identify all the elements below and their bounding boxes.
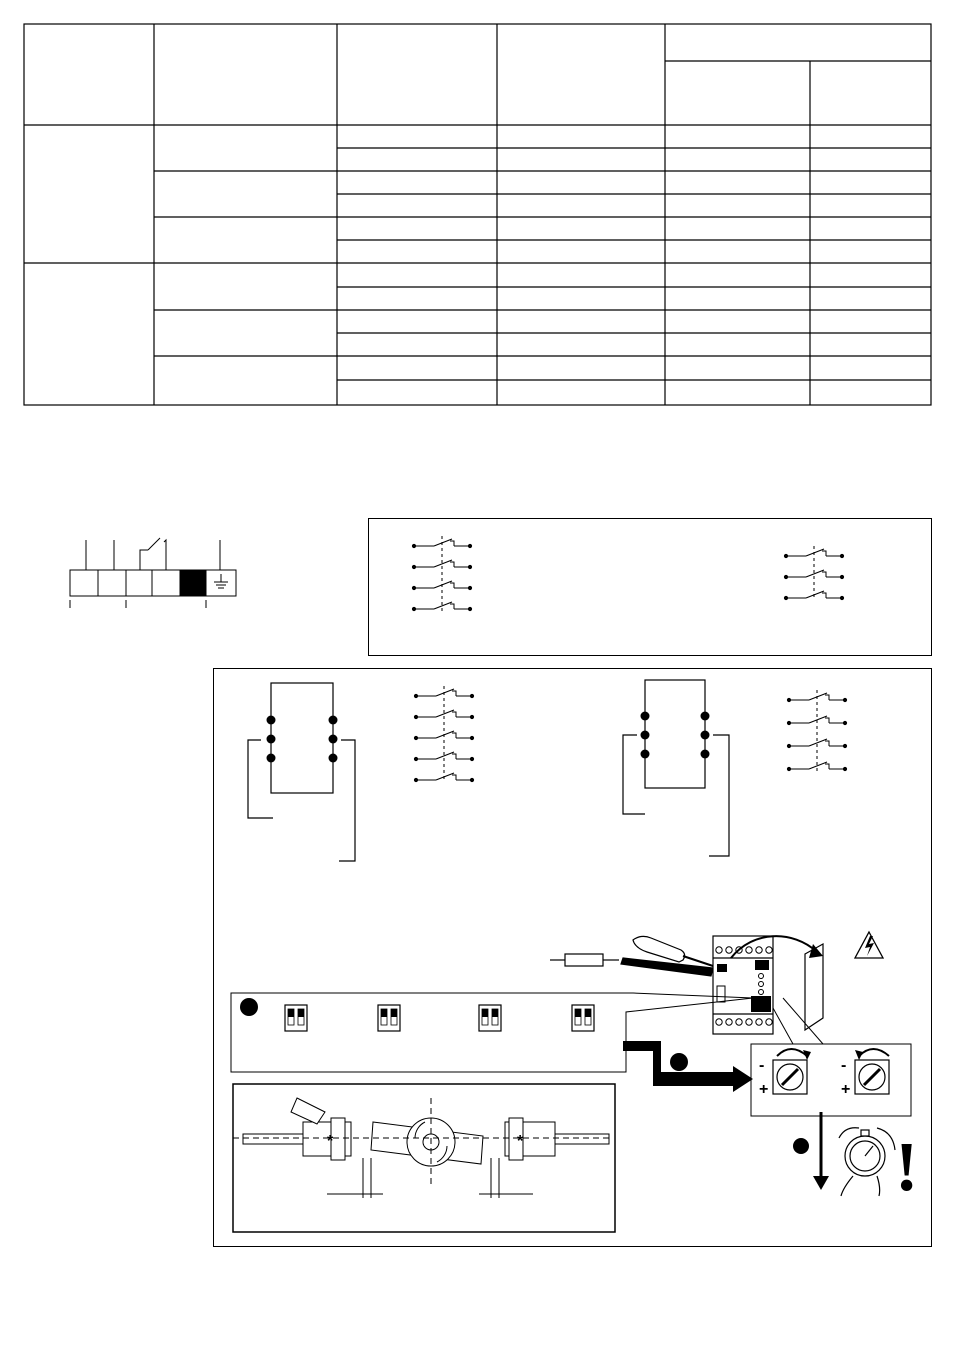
module-block-b: [755, 960, 769, 970]
module-block-a: [717, 964, 727, 972]
shaft-marker-left: *: [327, 1133, 334, 1150]
relay-body-right: [623, 680, 729, 856]
stopwatch-icon: [839, 1128, 895, 1196]
screwdriver-icon: [621, 936, 713, 976]
screw-terminal: [766, 1019, 772, 1025]
legend-contacts-left: [412, 536, 471, 611]
wiring-panel: [213, 668, 933, 1248]
resistor-icon: [550, 954, 619, 966]
dip-switch: [285, 1005, 307, 1031]
filled-terminal: [180, 570, 206, 596]
relay-body-left: [248, 683, 355, 861]
relay-terminals-left: [267, 716, 338, 763]
screw-terminal: [766, 947, 772, 953]
step-3-marker: [793, 1138, 809, 1154]
screw-terminal: [756, 1019, 762, 1025]
dip-switches: [285, 1005, 594, 1031]
terminal-block: [60, 530, 260, 620]
flow-arrow: [623, 1041, 753, 1092]
screw-terminal: [756, 947, 762, 953]
step-1-marker: [240, 998, 258, 1016]
earth-ground-icon: [214, 574, 228, 588]
pot-minus-label: -: [841, 1057, 847, 1074]
screw-terminal: [746, 947, 752, 953]
dip-switch: [479, 1005, 501, 1031]
panel-contacts-left: [414, 686, 473, 782]
pot-plus-label: +: [841, 1081, 851, 1098]
potentiometer-box: [751, 998, 911, 1116]
pot-plus-label: +: [759, 1081, 769, 1098]
screw-terminal: [716, 947, 722, 953]
screw-terminal: [746, 1019, 752, 1025]
shaft-detail: [233, 1098, 613, 1198]
legend-contacts-right: [784, 546, 843, 600]
relay-terminals-right: [641, 712, 710, 759]
dip-switch: [378, 1005, 400, 1031]
potentiometer-dial-icon: [759, 1049, 811, 1098]
contact-legend: [368, 518, 934, 658]
step-2-marker: [670, 1053, 688, 1071]
potentiometer-dial-icon: [841, 1049, 889, 1098]
screw-terminal: [726, 1019, 732, 1025]
module-block-c: [751, 996, 771, 1012]
screw-terminal: [736, 1019, 742, 1025]
warning-exclamation: !: [895, 1129, 919, 1206]
high-voltage-warning-icon: [855, 932, 883, 958]
panel-contacts-right: [787, 690, 846, 771]
down-arrow-head: [813, 1176, 829, 1190]
screw-terminal: [716, 1019, 722, 1025]
screw-terminal: [726, 947, 732, 953]
pot-minus-label: -: [759, 1057, 765, 1074]
potentiometers: [759, 1049, 889, 1098]
spec-table: [0, 0, 954, 420]
dip-switch: [572, 1005, 594, 1031]
shaft-marker-right: *: [517, 1133, 524, 1150]
